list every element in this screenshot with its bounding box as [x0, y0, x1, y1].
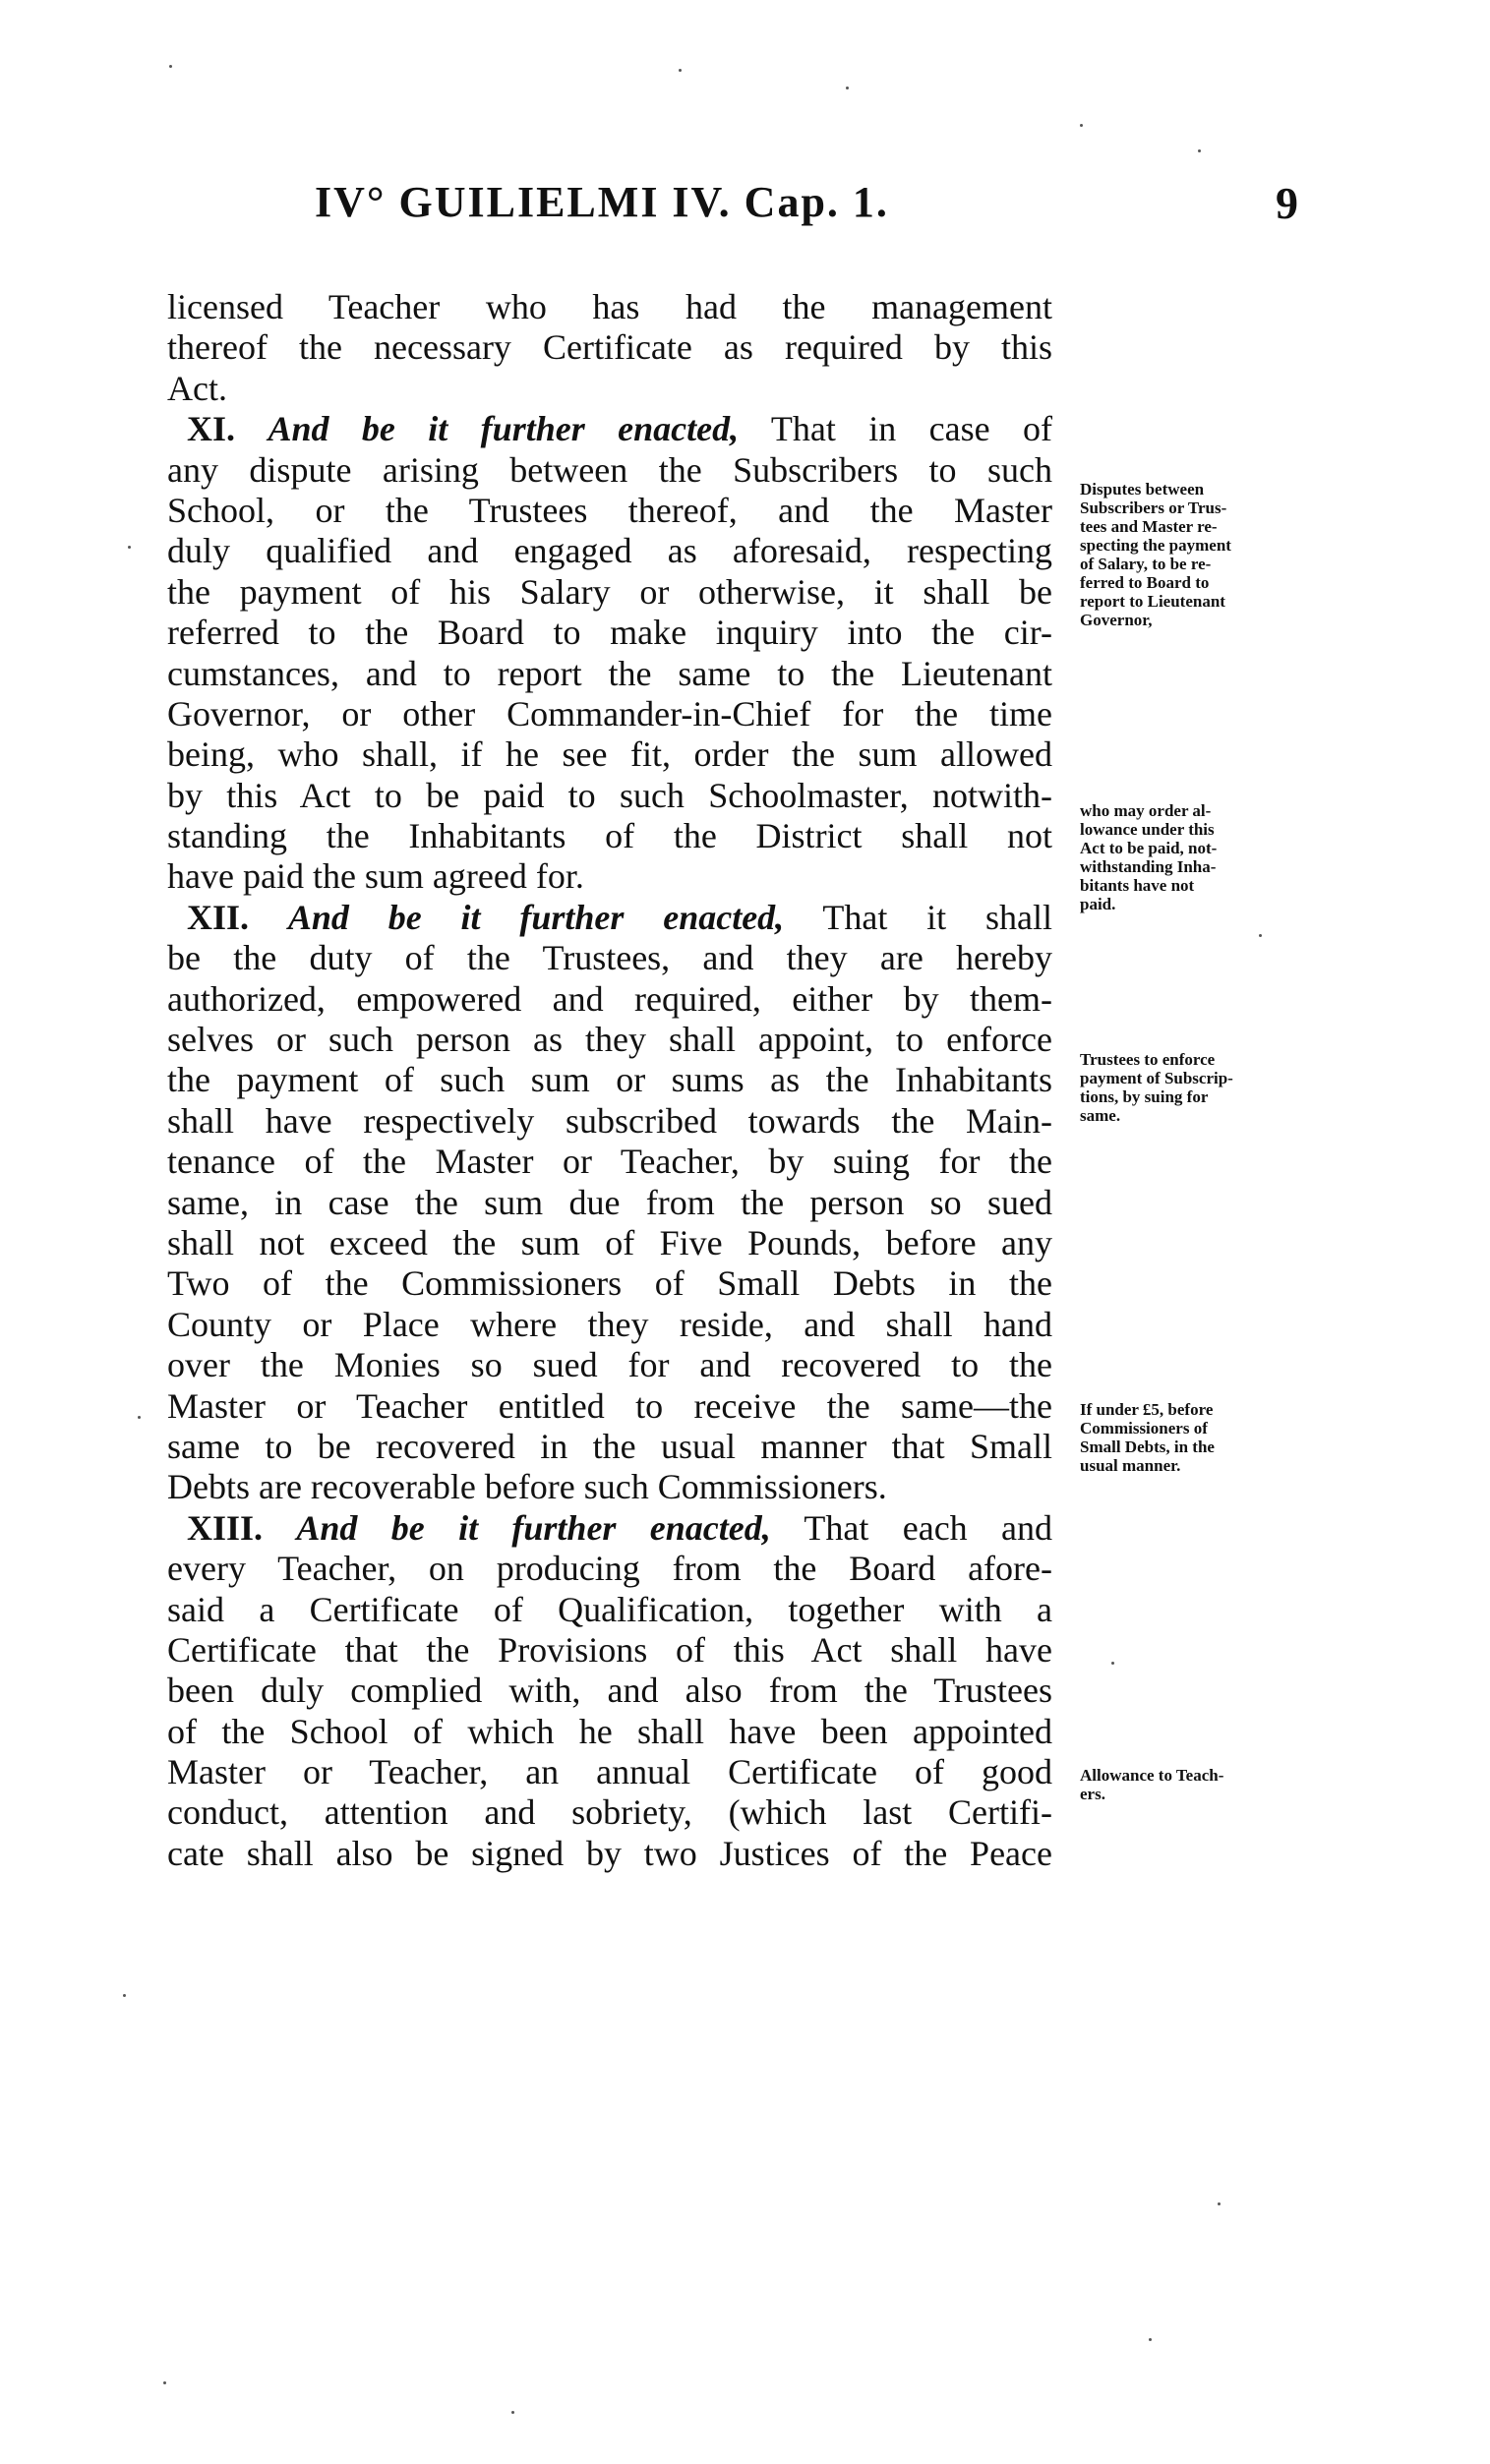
body-line: Master or Teacher entitled to receive the same—the: [167, 1385, 1052, 1426]
margin-note-line: payment of Subscrip-: [1080, 1069, 1233, 1087]
body-line: Two of the Commissioners of Small Debts in the: [167, 1263, 1052, 1304]
margin-note-line: of Salary, to be re-: [1080, 555, 1212, 573]
body-line: shall not exceed the sum of Five Pounds, before any: [167, 1222, 1052, 1262]
body-line: same to be recovered in the usual manner that Small: [167, 1426, 1052, 1466]
margin-note-line: Trustees to enforce: [1080, 1050, 1216, 1069]
print-speck: [511, 2411, 514, 2414]
body-line: Governor, or other Commander-in-Chief for the time: [167, 693, 1052, 733]
print-speck: [1259, 934, 1262, 937]
body-line: referred to the Board to make inquiry into the cir-: [167, 613, 1052, 653]
body-line: Master or Teacher, an annual Certificate of good: [167, 1752, 1052, 1792]
section-number: XI.: [187, 409, 236, 449]
body-line: thereof the necessary Certificate as required by this: [167, 327, 1052, 368]
section-text: That each and: [804, 1507, 1052, 1548]
margin-note-line: Act to be paid, not-: [1080, 839, 1218, 857]
margin-note-line: tees and Master re-: [1080, 517, 1218, 536]
margin-note-line: Governor,: [1080, 611, 1153, 629]
body-line: conduct, attention and sobriety, (which last Certifi-: [167, 1792, 1052, 1833]
margin-note-line: who may order al-: [1080, 801, 1212, 820]
body-line: duly qualified and engaged as aforesaid, respecting: [167, 531, 1052, 571]
body-line: selves or such person as they shall appoint, to enforce: [167, 1020, 1052, 1060]
print-speck: [163, 2381, 166, 2384]
body-line: County or Place where they reside, and shall hand: [167, 1304, 1052, 1344]
body-line: tenance of the Master or Teacher, by suing for the: [167, 1142, 1052, 1182]
body-line: of the School of which he shall have been appointed: [167, 1711, 1052, 1751]
print-speck: [1080, 124, 1083, 127]
body-line: being, who shall, if he see fit, order the sum allowed: [167, 734, 1052, 775]
margin-note-line: report to Lieutenant: [1080, 592, 1225, 611]
body-line: every Teacher, on producing from the Board afore-: [167, 1549, 1052, 1589]
print-speck: [1218, 2202, 1221, 2205]
enacting-phrase: And be it further enacted,: [268, 409, 740, 449]
section-xii-heading-line: [167, 898, 1052, 938]
body-line: standing the Inhabitants of the District shall not: [167, 816, 1052, 856]
body-line: Act.: [167, 368, 227, 408]
print-speck: [846, 87, 849, 89]
margin-note-line: bitants have not: [1080, 876, 1195, 895]
body-text: [167, 287, 1052, 1874]
enacting-phrase: And be it further enacted,: [287, 897, 785, 937]
margin-note-trustees: [1080, 1050, 1301, 1125]
body-line: the payment of his Salary or otherwise, it shall be: [167, 571, 1052, 612]
margin-notes: [1080, 0, 1316, 2464]
margin-note-line: Subscribers or Trus-: [1080, 499, 1227, 517]
margin-note-line: Disputes between: [1080, 480, 1205, 499]
margin-note-line: specting the payment: [1080, 536, 1231, 555]
enacting-phrase: And be it further enacted,: [296, 1507, 771, 1548]
section-xi-heading-line: [167, 409, 1052, 449]
margin-note-small-debts: [1080, 1400, 1301, 1475]
body-line: said a Certificate of Qualification, together with a: [167, 1589, 1052, 1629]
body-line: over the Monies so sued for and recovered to the: [167, 1345, 1052, 1385]
margin-note-line: usual manner.: [1080, 1456, 1181, 1475]
body-line: by this Act to be paid to such Schoolmaster, notwith-: [167, 775, 1052, 815]
print-speck: [128, 546, 131, 549]
print-speck: [1149, 2338, 1152, 2341]
body-line: have paid the sum agreed for.: [167, 856, 584, 897]
margin-note-line: ers.: [1080, 1785, 1105, 1803]
margin-note-line: paid.: [1080, 895, 1116, 913]
body-line: cate shall also be signed by two Justices of the Peace: [167, 1833, 1052, 1873]
print-speck: [1111, 1662, 1114, 1665]
page-number: 9: [1276, 178, 1298, 228]
margin-note-allowance-order: [1080, 801, 1301, 913]
margin-note-line: Allowance to Teach-: [1080, 1766, 1224, 1785]
print-speck: [1198, 149, 1201, 152]
section-number: XIII.: [187, 1507, 264, 1548]
body-line: same, in case the sum due from the person so sued: [167, 1182, 1052, 1222]
margin-note-line: tions, by suing for: [1080, 1087, 1209, 1106]
body-line: Certificate that the Provisions of this Act shall have: [167, 1629, 1052, 1670]
body-line: Debts are recoverable before such Commissioners.: [167, 1467, 887, 1507]
margin-note-line: withstanding Inha-: [1080, 857, 1217, 876]
section-number: XII.: [187, 897, 250, 937]
print-speck: [679, 69, 682, 72]
section-text: That in case of: [770, 409, 1052, 449]
margin-note-allowance-teachers: [1080, 1766, 1301, 1803]
body-line: any dispute arising between the Subscribers to such: [167, 449, 1052, 490]
body-line: cumstances, and to report the same to the Lieutenant: [167, 653, 1052, 693]
body-line: shall have respectively subscribed towards the Main-: [167, 1100, 1052, 1141]
margin-note-line: same.: [1080, 1106, 1121, 1125]
body-line: be the duty of the Trustees, and they are hereby: [167, 938, 1052, 978]
running-title: IV° GUILIELMI IV. Cap. 1.: [315, 178, 889, 226]
margin-note-line: Commissioners of: [1080, 1419, 1208, 1437]
margin-note-line: lowance under this: [1080, 820, 1215, 839]
print-speck: [123, 1994, 126, 1997]
section-text: That it shall: [822, 897, 1052, 937]
margin-note-line: Small Debts, in the: [1080, 1437, 1215, 1456]
margin-note-disputes: [1080, 480, 1301, 629]
body-line: been duly complied with, and also from the Trustees: [167, 1671, 1052, 1711]
body-line: School, or the Trustees thereof, and the Master: [167, 490, 1052, 530]
body-line: the payment of such sum or sums as the Inhabitants: [167, 1060, 1052, 1100]
print-speck: [138, 1416, 141, 1419]
print-speck: [169, 65, 172, 68]
body-line: licensed Teacher who has had the management: [167, 287, 1052, 326]
margin-note-line: ferred to Board to: [1080, 573, 1210, 592]
body-line: authorized, empowered and required, either by them-: [167, 978, 1052, 1019]
margin-note-line: If under £5, before: [1080, 1400, 1214, 1419]
section-xiii-heading-line: [167, 1508, 1052, 1549]
